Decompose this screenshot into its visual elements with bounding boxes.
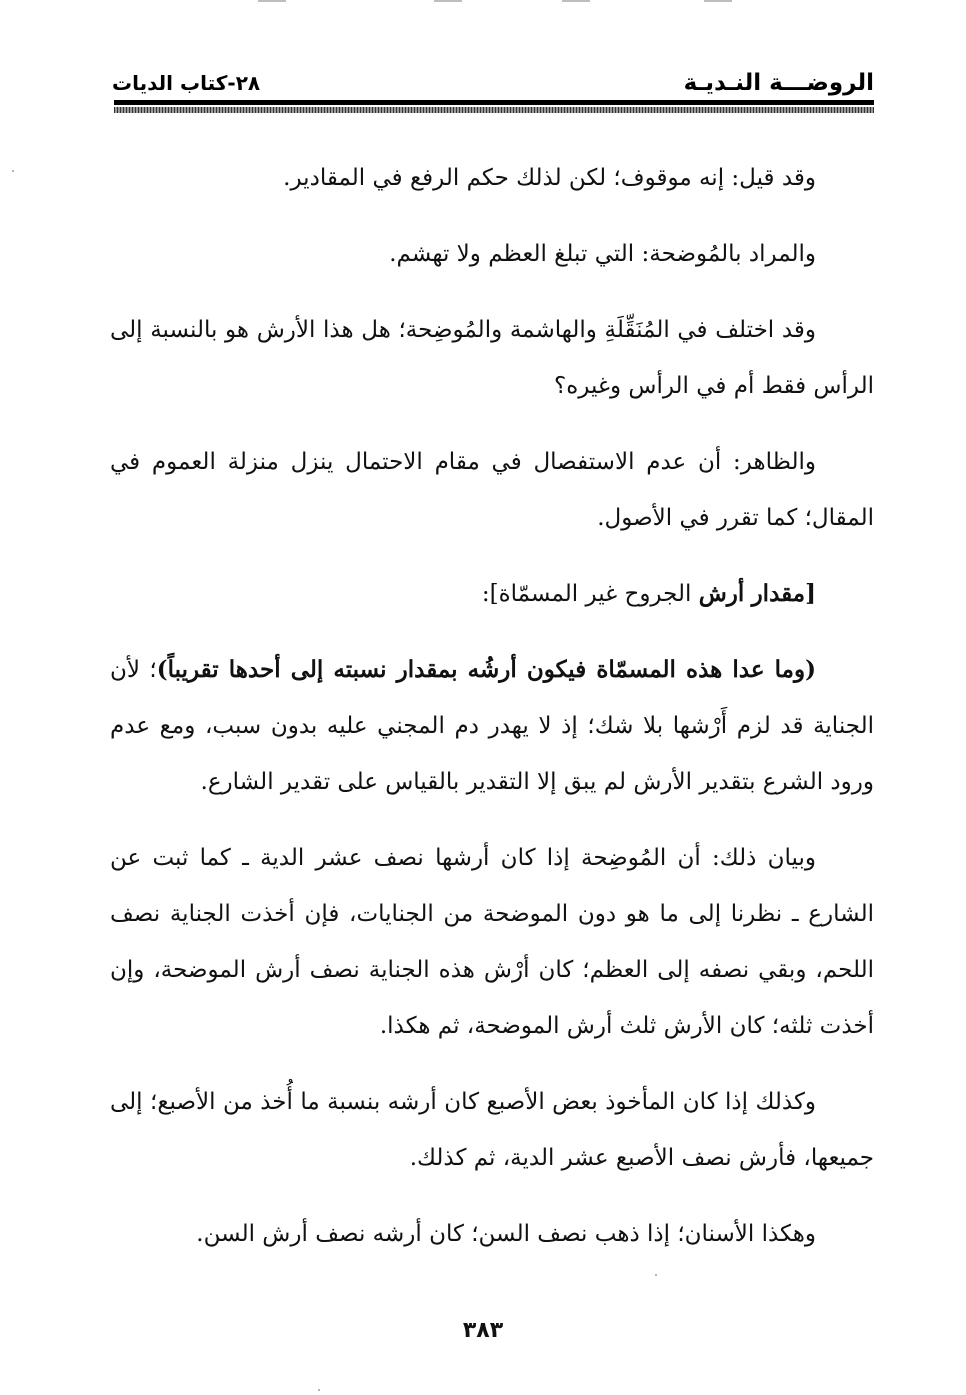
paragraph: وقد قيل: إنه موقوف؛ لكن لذلك حكم الرفع في المقادير. xyxy=(283,165,816,191)
header-rule-hatched xyxy=(114,107,874,113)
scan-speck xyxy=(12,170,14,172)
paragraph: وقد اختلف في المُنَقِّلَةِ والهاشمة والمُوضِحة؛ هل هذا الأرش هو بالنسبة إلى الرأس فقط أم في الرأس وغيره؟ xyxy=(110,317,874,399)
page-number: ٣٨٣ xyxy=(462,1318,504,1343)
matn-commentary: ؛ لأن الجناية قد لزم أَرْشها بلا شك؛ إذ لا يهدر دم المجني عليه بدون سبب، ومع عدم ورود الشرع بتقدير الأرش لم يبق إلا التقدير بالقياس على تقدير الشارع. xyxy=(110,657,874,795)
paragraph: والمراد بالمُوضحة: التي تبلغ العظم ولا تهشم. xyxy=(389,241,816,267)
scan-mark xyxy=(562,0,590,2)
section-heading-bold: [مقدار xyxy=(751,580,816,607)
scan-speck xyxy=(655,1274,657,1276)
paragraph: وبيان ذلك: أن المُوضِحة إذا كان أرشها نصف عشر الدية ـ كما ثبت عن الشارع ـ نظرنا إلى ما هو دون الموضحة من الجنايات، فإن أخذت الجناية نصف اللحم، وبقي نصفه إلى العظم؛ كان أرْش هذه الجناية نصف أرش الموضحة، وإن أخذت ثلثه؛ كان الأرش ثلث أرش الموضحة، ثم هكذا. xyxy=(110,845,874,1039)
paragraph: وهكذا الأسنان؛ إذا ذهب نصف السن؛ كان أرشه نصف أرش السن. xyxy=(196,1221,816,1247)
running-header xyxy=(112,66,874,100)
matn-paragraph xyxy=(110,642,874,810)
page-body xyxy=(110,150,874,1282)
scan-mark xyxy=(704,0,732,2)
paragraph: والظاهر: أن عدم الاستفصال في مقام الاحتمال ينزل منزلة العموم في المقال؛ كما تقرر في الأصول. xyxy=(110,449,874,531)
book-title: الروضـــة النـديـة xyxy=(683,70,874,96)
scan-mark xyxy=(434,0,462,2)
chapter-title: ٢٨-كتاب الديات xyxy=(112,71,261,95)
scan-speck xyxy=(318,1389,320,1391)
scan-mark xyxy=(258,0,286,2)
header-rule xyxy=(114,100,874,105)
section-heading-bold-2: أرش xyxy=(698,580,745,607)
section-heading xyxy=(110,566,874,622)
paragraph: وكذلك إذا كان المأخوذ بعض الأصبع كان أرشه بنسبة ما أُخذ من الأصبع؛ إلى جميعها، فأرش نصف الأصبع عشر الدية، ثم كذلك. xyxy=(110,1089,874,1171)
section-heading-rest: الجروح غير المسمّاة]: xyxy=(481,581,692,607)
matn-quote: (وما عدا هذه المسمّاة فيكون أرشُه بمقدار نسبته إلى أحدها تقريباً) xyxy=(156,656,816,683)
